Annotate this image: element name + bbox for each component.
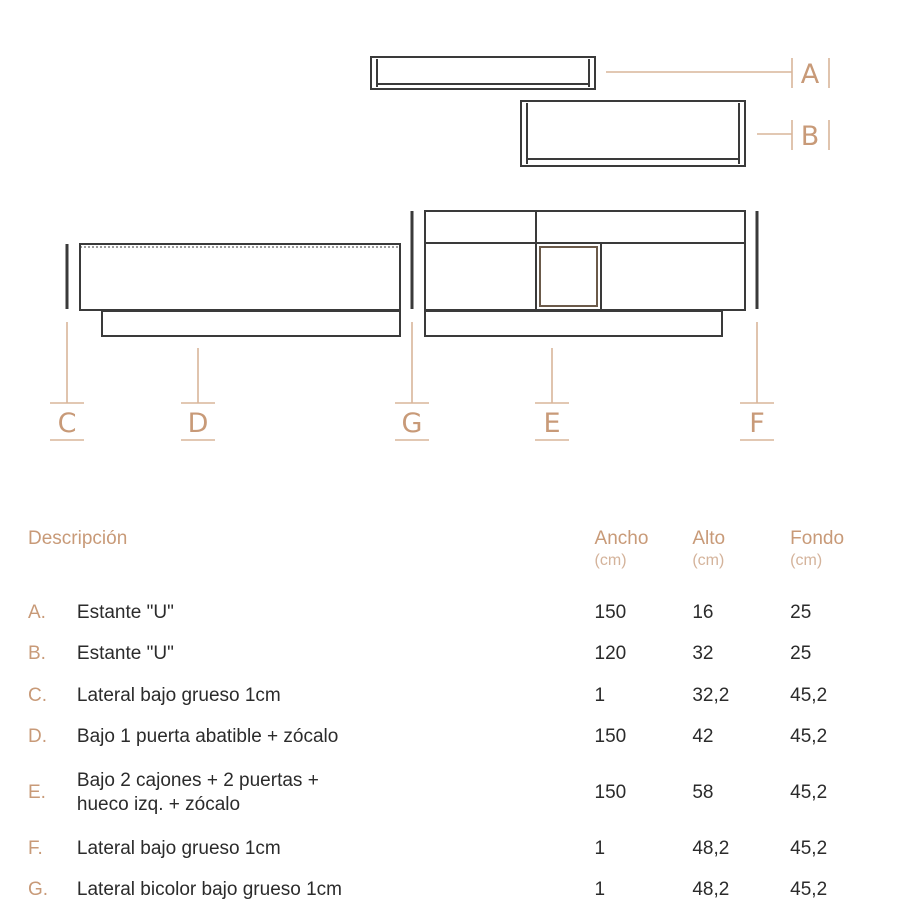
table-row — [28, 592, 888, 634]
row-height: 32,2 — [692, 675, 790, 717]
label-e: E — [543, 408, 560, 439]
label-b: B — [801, 121, 820, 152]
header-depth-label: Fondo — [790, 528, 844, 549]
table-row — [28, 675, 888, 717]
row-description-line: hueco izq. + zócalo — [77, 793, 595, 817]
row-height: 16 — [692, 592, 790, 634]
row-width: 1 — [595, 675, 693, 717]
shelf-a — [371, 57, 595, 89]
row-description — [77, 592, 595, 634]
row-description-line: Lateral bicolor bajo grueso 1cm — [77, 878, 595, 902]
label-c: C — [58, 408, 77, 439]
row-width: 1 — [595, 828, 693, 870]
row-height: 48,2 — [692, 828, 790, 870]
row-letter: C. — [28, 675, 77, 717]
row-height: 48,2 — [692, 870, 790, 911]
header-width-unit: (cm) — [595, 552, 693, 570]
row-description — [77, 717, 595, 759]
label-a: A — [801, 59, 820, 90]
row-width: 150 — [595, 717, 693, 759]
row-width: 150 — [595, 758, 693, 828]
row-description-line: Bajo 2 cajones + 2 puertas + — [77, 769, 595, 793]
header-depth-unit: (cm) — [790, 552, 888, 570]
header-description — [28, 528, 595, 592]
table-row — [28, 634, 888, 676]
row-description-line: Estante "U" — [77, 642, 595, 666]
header-height-label: Alto — [692, 528, 725, 549]
table-row — [28, 870, 888, 911]
row-description-line: Lateral bajo grueso 1cm — [77, 684, 595, 708]
table-header-row — [28, 528, 888, 592]
header-height — [692, 528, 790, 592]
row-width: 120 — [595, 634, 693, 676]
row-description-line: Bajo 1 puerta abatible + zócalo — [77, 725, 595, 749]
header-description-label: Descripción — [28, 528, 127, 549]
header-width-label: Ancho — [595, 528, 649, 549]
row-letter: G. — [28, 870, 77, 911]
header-height-unit: (cm) — [692, 552, 790, 570]
row-depth: 25 — [790, 634, 888, 676]
row-description-line: Lateral bajo grueso 1cm — [77, 837, 595, 861]
row-height: 58 — [692, 758, 790, 828]
row-width: 1 — [595, 870, 693, 911]
label-g: G — [402, 408, 423, 439]
row-depth: 45,2 — [790, 675, 888, 717]
row-letter: E. — [28, 758, 77, 828]
row-letter: D. — [28, 717, 77, 759]
row-height: 42 — [692, 717, 790, 759]
row-description — [77, 634, 595, 676]
row-height: 32 — [692, 634, 790, 676]
row-letter: B. — [28, 634, 77, 676]
row-depth: 25 — [790, 592, 888, 634]
shelf-b — [521, 101, 745, 166]
row-letter: F. — [28, 828, 77, 870]
table-row — [28, 717, 888, 759]
table-row — [28, 828, 888, 870]
header-depth — [790, 528, 888, 592]
table-row — [28, 758, 888, 828]
row-depth: 45,2 — [790, 717, 888, 759]
row-depth: 45,2 — [790, 828, 888, 870]
row-description-line: Estante "U" — [77, 601, 595, 625]
row-description — [77, 675, 595, 717]
row-description — [77, 828, 595, 870]
row-depth: 45,2 — [790, 758, 888, 828]
row-depth: 45,2 — [790, 870, 888, 911]
base-unit-e — [425, 211, 745, 336]
row-width: 150 — [595, 592, 693, 634]
label-f: F — [749, 408, 765, 439]
label-d: D — [188, 408, 209, 439]
row-letter: A. — [28, 592, 77, 634]
base-unit-d — [80, 244, 400, 336]
row-description — [77, 758, 595, 828]
row-description — [77, 870, 595, 911]
header-width — [595, 528, 693, 592]
specs-table — [28, 528, 888, 911]
